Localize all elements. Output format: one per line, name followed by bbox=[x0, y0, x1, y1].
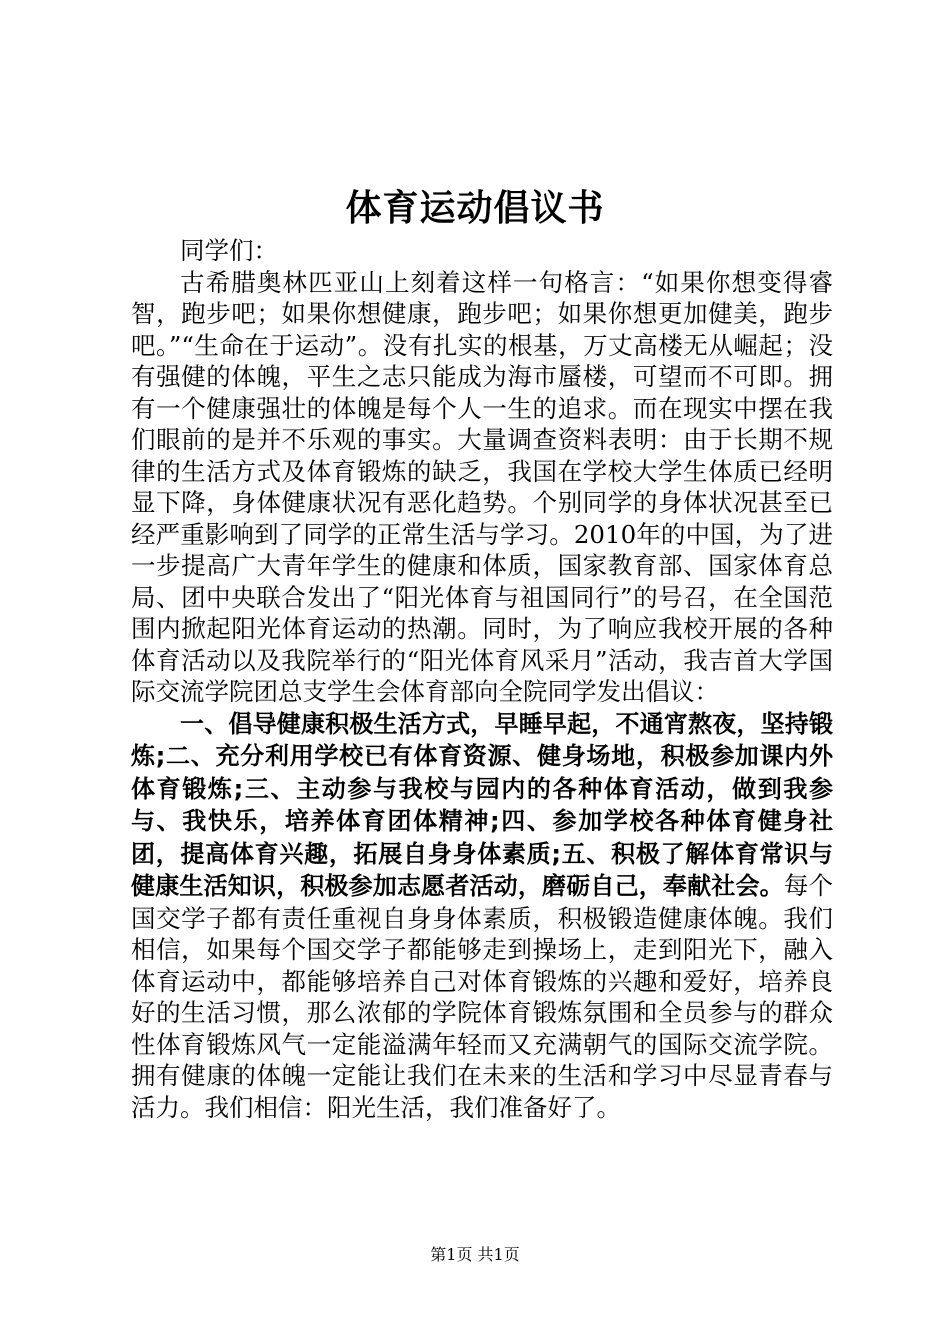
proposals-bold-text: 一、倡导健康积极生活方式，早睡早起，不通宵熬夜，坚持锻炼;二、充分利用学校已有体育资源、健身场地，积极参加课内外体育锻炼;三、主动参与我校与园内的各种体育活动，做到我参与、我快乐，培养体育团体精神;四、参加学校各种体育健身社团，提高体育兴趣，拓展自身身体素质;五、积极了解体育常识与健康生活知识，积极参加志愿者活动，磨砺自己，奉献社会。 bbox=[131, 709, 833, 900]
paragraph-intro: 古希腊奥林匹亚山上刻着这样一句格言：“如果你想变得睿智，跑步吧；如果你想健康，跑步吧；如果你想更加健美，跑步吧。”“生命在于运动”。没有扎实的根基，万丈高楼无从崛起；没有强健的体魄，平生之志只能成为海市蜃楼，可望而不可即。拥有一个健康强壮的体魄是每个人一生的追求。而在现实中摆在我们眼前的是并不乐观的事实。大量调查资料表明：由于长期不规律的生活方式及体育锻炼的缺乏，我国在学校大学生体质已经明显下降，身体健康状况有恶化趋势。个别同学的身体状况甚至已经严重影响到了同学的正常生活与学习。2010年的中国，为了进一步提高广大青年学生的健康和体质，国家教育部、国家体育总局、团中央联合发出了“阳光体育与祖国同行”的号召，在全国范围内掀起阳光体育运动的热潮。同时，为了响应我校开展的各种体育活动以及我院举行的“阳光体育风采月”活动，我吉首大学国际交流学院团总支学生会体育部向全院同学发出倡议： bbox=[131, 267, 833, 706]
document-title: 体育运动倡议书 bbox=[345, 187, 605, 229]
page-footer: 第1页 共1页 bbox=[430, 1245, 520, 1264]
salutation: 同学们： bbox=[180, 236, 278, 265]
proposals-closing-text: 每个国交学子都有责任重视自身身体素质，积极锻造健康体魄。我们相信，如果每个国交学子都能够走到操场上，走到阳光下，融入体育运动中，都能够培养自己对体育锻炼的兴趣和爱好，培养良好的生活习惯，那么浓郁的学院体育锻炼氛围和全员参与的群众性体育锻炼风气一定能溢满年轻而又充满朝气的国际交流学院。拥有健康的体魄一定能让我们在未来的生活和学习中尽显青春与活力。我们相信：阳光生活，我们准备好了。 bbox=[131, 871, 834, 1122]
document-body bbox=[131, 235, 833, 1123]
paragraph-proposals bbox=[131, 708, 833, 1124]
